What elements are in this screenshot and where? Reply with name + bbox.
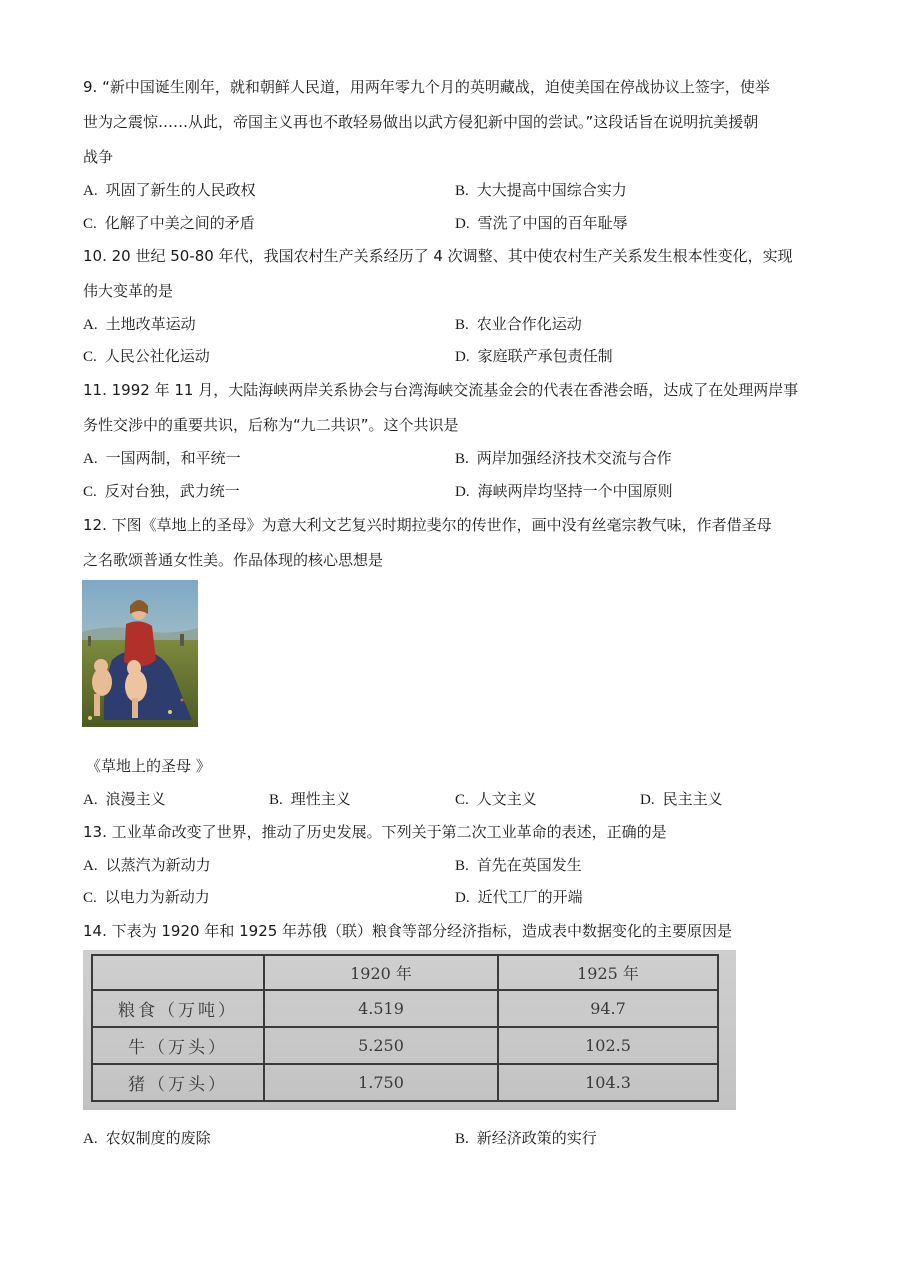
q13-option-b[interactable]: B. 首先在英国发生 xyxy=(455,856,582,874)
q11-option-d[interactable]: D. 海峡两岸均坚持一个中国原则 xyxy=(455,482,673,500)
q13-stem-line1: 13. 工业革命改变了世界，推动了历史发展。下列关于第二次工业革命的表述，正确的是 xyxy=(83,823,667,841)
q9-stem-line3: 战争 xyxy=(83,148,114,166)
table-cell: 94.7 xyxy=(498,990,718,1027)
q10-option-d[interactable]: D. 家庭联产承包责任制 xyxy=(455,347,613,365)
q11-stem-line2: 务性交涉中的重要共识，后称为“九二共识”。这个共识是 xyxy=(83,416,459,434)
q14-stem-line1: 14. 下表为 1920 年和 1925 年苏俄（联）粮食等部分经济指标，造成表中数据变化的主要原因是 xyxy=(83,922,733,940)
table-header-cell: 1920 年 xyxy=(264,955,498,990)
q10-option-a[interactable]: A. 土地改革运动 xyxy=(83,315,196,333)
q12-stem-line2: 之名歌颂普通女性美。作品体现的核心思想是 xyxy=(83,551,384,569)
q13-option-a[interactable]: A. 以蒸汽为新动力 xyxy=(83,856,211,874)
q12-stem-line1: 12. 下图《草地上的圣母》为意大利文艺复兴时期拉斐尔的传世作，画中没有丝毫宗教气味，作者借圣母 xyxy=(83,516,772,534)
q13-option-d[interactable]: D. 近代工厂的开端 xyxy=(455,888,583,906)
table-cell: 104.3 xyxy=(498,1064,718,1101)
q10-option-b[interactable]: B. 农业合作化运动 xyxy=(455,315,582,333)
q10-stem-line1: 10. 20 世纪 50-80 年代，我国农村生产关系经历了 4 次调整、其中使农村生产关系发生根本性变化，实现 xyxy=(83,247,793,265)
q10-option-c[interactable]: C. 人民公社化运动 xyxy=(83,347,210,365)
q9-option-c[interactable]: C. 化解了中美之间的矛盾 xyxy=(83,214,255,232)
economic-data-table xyxy=(91,954,719,1102)
table-row xyxy=(92,990,718,1027)
table-cell: 1.750 xyxy=(264,1064,498,1101)
table-row-label: 牛（万头） xyxy=(92,1027,264,1064)
q14-option-a[interactable]: A. 农奴制度的废除 xyxy=(83,1129,211,1147)
q12-option-d[interactable]: D. 民主主义 xyxy=(640,790,723,808)
q9-stem-line1: 9. “新中国诞生刚年，就和朝鲜人民道，用两年零九个月的英明藏战，迫使美国在停战协议上签字，使举 xyxy=(83,78,770,96)
table-cell: 102.5 xyxy=(498,1027,718,1064)
q12-image-caption: 《草地上的圣母 》 xyxy=(86,757,211,775)
table-row-label: 猪（万头） xyxy=(92,1064,264,1101)
q9-option-d[interactable]: D. 雪洗了中国的百年耻辱 xyxy=(455,214,628,232)
table-header-cell: 1925 年 xyxy=(498,955,718,990)
q11-option-c[interactable]: C. 反对台独，武力统一 xyxy=(83,482,240,500)
q12-option-b[interactable]: B. 理性主义 xyxy=(269,790,351,808)
table-row-label: 粮食（万吨） xyxy=(92,990,264,1027)
q13-option-c[interactable]: C. 以电力为新动力 xyxy=(83,888,210,906)
table-row xyxy=(92,1027,718,1064)
q10-stem-line2: 伟大变革的是 xyxy=(83,282,174,300)
table-row xyxy=(92,1064,718,1101)
table-header-row xyxy=(92,955,718,990)
q11-option-b[interactable]: B. 两岸加强经济技术交流与合作 xyxy=(455,449,672,467)
table-header-cell xyxy=(92,955,264,990)
q14-option-b[interactable]: B. 新经济政策的实行 xyxy=(455,1129,597,1147)
table-cell: 4.519 xyxy=(264,990,498,1027)
q12-option-c[interactable]: C. 人文主义 xyxy=(455,790,537,808)
q12-option-a[interactable]: A. 浪漫主义 xyxy=(83,790,166,808)
madonna-painting-image xyxy=(82,580,198,727)
q9-option-a[interactable]: A. 巩固了新生的人民政权 xyxy=(83,181,256,199)
economic-data-table-photo xyxy=(83,950,736,1110)
q11-option-a[interactable]: A. 一国两制，和平统一 xyxy=(83,449,241,467)
table-cell: 5.250 xyxy=(264,1027,498,1064)
q11-stem-line1: 11. 1992 年 11 月，大陆海峡两岸关系协会与台湾海峡交流基金会的代表在香港会晤，达成了在处理两岸事 xyxy=(83,381,799,399)
q9-stem-line2: 世为之震惊……从此，帝国主义再也不敢轻易做出以武方侵犯新中国的尝试。”这段话旨在说明抗美援朝 xyxy=(83,113,759,131)
q9-option-b[interactable]: B. 大大提高中国综合实力 xyxy=(455,181,627,199)
